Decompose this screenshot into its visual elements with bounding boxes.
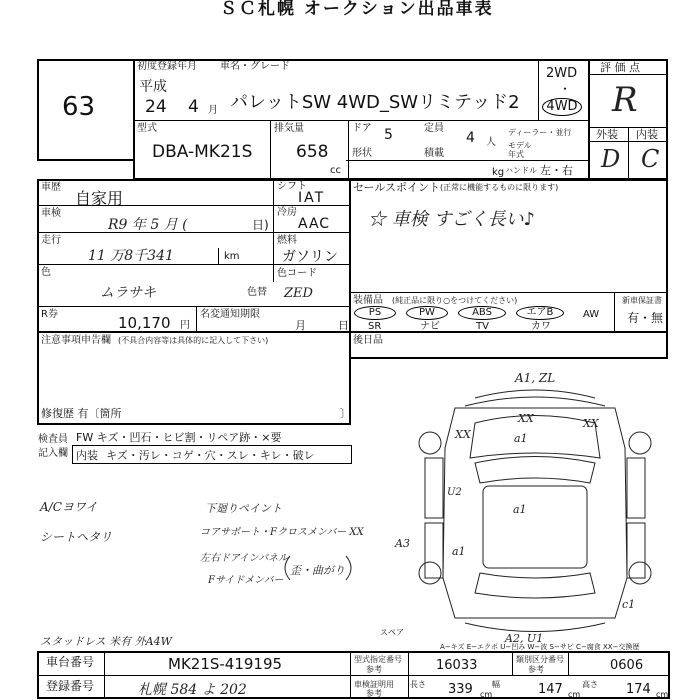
- model-label: 型式: [137, 123, 157, 134]
- equip-airbag: エアB: [516, 306, 564, 320]
- type-no: 16033: [436, 658, 478, 673]
- height: 174: [626, 682, 651, 697]
- mileage-label: 走行: [41, 235, 61, 246]
- handle-value: 左・右: [540, 164, 573, 177]
- diagram-mark-1: XX: [455, 428, 471, 441]
- load-label: 積載: [424, 148, 444, 159]
- shift-value: IAT: [298, 190, 326, 206]
- name-grade: パレットSW 4WD_SWリミテッド2: [230, 92, 520, 113]
- warranty-label: 新車保証書: [622, 296, 662, 305]
- color-code-label: 色コード: [277, 268, 317, 279]
- note-left-2: シートヘタリ: [40, 530, 113, 544]
- diagram-top-mark: A1, ZL: [515, 371, 556, 385]
- width-unit: cm: [568, 690, 581, 699]
- length-unit: cm: [480, 690, 493, 699]
- sales-points-label: セールスポイント: [353, 181, 441, 194]
- reg-year: 24: [145, 97, 167, 117]
- lot-number: 63: [62, 92, 96, 122]
- note-mid-3: 左右ドアインパネル: [200, 553, 289, 564]
- equip-tv: TV: [476, 321, 489, 332]
- displacement-unit: cc: [330, 165, 341, 176]
- check-row2-label: 内装: [76, 449, 98, 462]
- sales-points-box: [349, 179, 668, 333]
- note-bottom: スタッドレス 米有 外A4W: [40, 635, 172, 648]
- capacity-unit: 人: [486, 137, 496, 148]
- drive-dot: ・: [559, 82, 572, 96]
- deadline-month: 月: [295, 319, 306, 332]
- sales-points-text: ☆ 車検 すごく長い♪: [368, 209, 535, 230]
- equip-sr: SR: [368, 321, 382, 332]
- diagram-mark-3: XX: [583, 417, 599, 430]
- interior-value: C: [641, 145, 660, 173]
- diagram-mark-9: c1: [622, 598, 636, 611]
- reg-month-unit: 月: [208, 105, 218, 116]
- note-mid-1: 下廻りペイント: [205, 502, 282, 515]
- diagram-mark-2: XX: [518, 412, 534, 425]
- capacity-label: 定員: [424, 123, 444, 134]
- diagram-mark-5: U2: [447, 487, 462, 498]
- deadline-day: 日: [338, 319, 349, 332]
- repair-bracket: 〕: [340, 407, 351, 420]
- recycle-label: R券: [41, 309, 58, 320]
- after-day-label: 後日品: [353, 335, 383, 346]
- shape-label: 形状: [352, 148, 372, 159]
- inspection-label: 車検: [41, 208, 61, 219]
- exterior-value: D: [601, 145, 621, 173]
- color-value: ムラサキ: [100, 285, 156, 301]
- color-code: ZED: [284, 286, 313, 301]
- drive-2wd: 2WD: [546, 66, 578, 81]
- exterior-label: 外装: [596, 128, 618, 141]
- check-row1: FW キズ・凹石・ヒビ割・リペア跡・×要: [76, 431, 282, 444]
- history-value: 自家用: [75, 189, 124, 208]
- height-unit: cm: [656, 690, 669, 699]
- equip-abs: ABS: [458, 306, 506, 320]
- fuel-label: 燃料: [277, 235, 297, 246]
- recycle-value: 10,170: [118, 314, 171, 332]
- equipment-note: (純正品に限り○をつけてください): [392, 296, 518, 305]
- doc-label: 車検証明用: [354, 680, 394, 689]
- first-reg-label: 初度登録年月: [137, 61, 197, 72]
- diagram-mark-8: a1: [452, 545, 466, 558]
- remarks-label: 注意事項申告欄: [41, 335, 111, 346]
- diagram-mark-10: A2, U1: [505, 632, 544, 645]
- inspection-day: 日): [252, 218, 269, 232]
- warranty-value: 有・無: [627, 311, 664, 325]
- model-year-label: モデル 年式: [508, 141, 532, 159]
- doc-ref: 参考: [366, 689, 382, 698]
- type-no-label: 型式指定番号: [354, 655, 402, 664]
- reg-month: 4: [188, 97, 199, 117]
- check-row2: キズ・汚レ・コゲ・穴・スレ・キレ・破レ: [106, 449, 315, 462]
- recycle-unit: 円: [180, 320, 190, 331]
- note-mid-4: Fサイドメンバー: [208, 575, 284, 586]
- plate-value: 札幌 584 よ 202: [138, 682, 247, 698]
- handle-label: ハンドル: [505, 166, 537, 175]
- interior-label: 内装: [636, 128, 658, 141]
- inspector-label: 検査員: [38, 434, 68, 445]
- chassis-label: 車台番号: [46, 655, 95, 669]
- sales-points-note: (正常に機能するものに限ります): [440, 183, 559, 192]
- equip-leather: カワ: [531, 321, 551, 332]
- note-left-1: A/Cヨワイ: [40, 500, 98, 514]
- entry-label: 記入欄: [38, 448, 68, 459]
- displacement-label: 排気量: [274, 123, 304, 134]
- height-label: 高さ: [582, 680, 598, 689]
- chassis-value: MK21S-419195: [168, 655, 283, 673]
- plate-label: 登録番号: [46, 679, 95, 693]
- equipment-label: 装備品: [353, 295, 383, 306]
- after-day-box: [349, 331, 668, 359]
- mileage-value: 11 万8千341: [88, 248, 174, 264]
- drive-4wd: 4WD: [542, 98, 582, 116]
- color-label: 色: [41, 267, 51, 278]
- type-no-ref: 参考: [366, 665, 382, 674]
- rating-value: R: [612, 80, 638, 120]
- diagram-mark-7: A3: [395, 537, 410, 550]
- class-no-ref: 参考: [528, 665, 544, 674]
- class-no: 0606: [610, 658, 644, 673]
- note-mid-5: 歪・曲がり: [290, 564, 345, 577]
- fuel-value: ガソリン: [282, 249, 338, 265]
- deadline-label: 名変通知期限: [200, 309, 260, 320]
- repair-history: 修復歴 有〔箇所: [41, 407, 122, 420]
- mileage-unit: km: [224, 251, 240, 262]
- note-mid-2: コアサポート・Fクロスメンバー XX: [200, 527, 364, 538]
- displacement: 658: [296, 142, 329, 162]
- class-no-label: 類別区分番号: [516, 655, 564, 664]
- history-label: 車歴: [41, 182, 61, 193]
- equip-navi: ナビ: [420, 321, 440, 332]
- length-label: 長さ: [410, 680, 426, 689]
- equip-aw: AW: [583, 309, 600, 320]
- page-title: ＳＣ札幌 オークション出品車表: [220, 0, 494, 19]
- note-bracket: [278, 554, 358, 584]
- length: 339: [448, 682, 473, 697]
- ac-label: 冷房: [277, 207, 297, 218]
- remarks-note: (不具合内容等は具体的に記入して下さい): [118, 336, 269, 345]
- color-change-label: 色替: [247, 287, 267, 298]
- diagram-mark-6: a1: [513, 503, 527, 516]
- capacity: 4: [466, 130, 475, 146]
- ac-value: AAC: [298, 216, 331, 232]
- shift-label: シフト: [277, 181, 307, 192]
- spare-label: スペア: [380, 628, 404, 637]
- era: 平成: [139, 79, 167, 95]
- equip-ps: PS: [354, 306, 396, 320]
- door-value: 5: [384, 127, 393, 143]
- rating-label: 評 価 点: [600, 61, 640, 74]
- width: 147: [538, 682, 563, 697]
- diagram-mark-4: a1: [514, 432, 528, 445]
- equip-pw: PW: [406, 306, 448, 320]
- door-label: ドア: [352, 123, 372, 134]
- model-value: DBA-MK21S: [152, 142, 253, 162]
- damage-legend: A−キズ E−エクボ U−凹み W−波 S−サビ C−腐食 XX−交換歴: [440, 643, 640, 651]
- name-grade-label: 車名・グレード: [220, 61, 290, 72]
- inspection-value: R9 年 5 月 (: [108, 217, 188, 233]
- dealer-label: ディーラー・並行: [508, 128, 572, 137]
- load-unit: kg: [492, 167, 505, 178]
- width-label: 幅: [492, 680, 500, 689]
